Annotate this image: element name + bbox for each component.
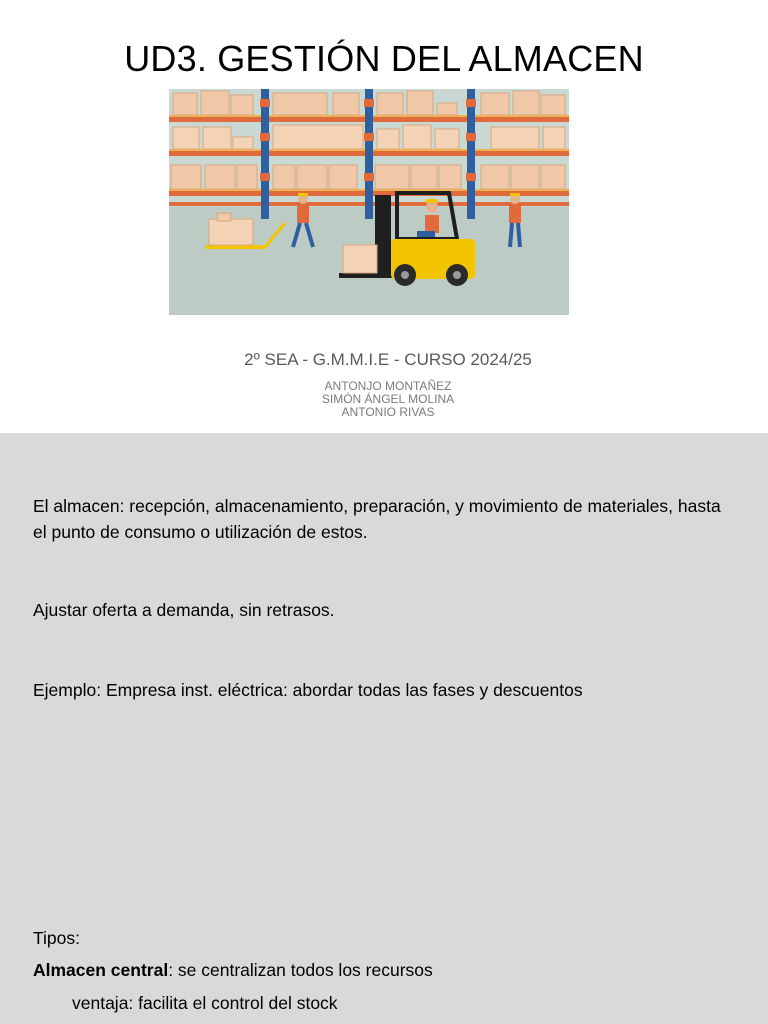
- example-paragraph: Ejemplo: Empresa inst. eléctrica: abordar todas las fases y descuentos: [33, 680, 583, 700]
- goal-paragraph: Ajustar oferta a demanda, sin retrasos.: [33, 600, 335, 620]
- types-label: Tipos:: [33, 928, 81, 948]
- author-name: ANTONIO RIVAS: [341, 405, 435, 419]
- advantage-line: ventaja: facilita el control del stock: [72, 993, 338, 1013]
- authors-list: [0, 380, 768, 419]
- central-warehouse-term: Almacen central: [33, 960, 169, 980]
- course-subtitle: 2º SEA - G.M.M.I.E - CURSO 2024/25: [244, 350, 532, 369]
- central-warehouse-description: : se centralizan todos los recursos: [168, 960, 433, 980]
- central-warehouse-line: [33, 957, 433, 983]
- author-name: SIMÓN ÁNGEL MOLINA: [321, 392, 455, 406]
- slide-title: UD3. GESTIÓN DEL ALMACEN: [124, 38, 644, 79]
- author-name: ANTONJO MONTAÑEZ: [324, 379, 452, 393]
- warehouse-illustration: [169, 89, 569, 315]
- title-slide: [0, 0, 768, 433]
- definition-paragraph: El almacen: recepción, almacenamiento, preparación, y movimiento de materiales, hasta el punto de consumo o utilización de estos.: [33, 496, 721, 542]
